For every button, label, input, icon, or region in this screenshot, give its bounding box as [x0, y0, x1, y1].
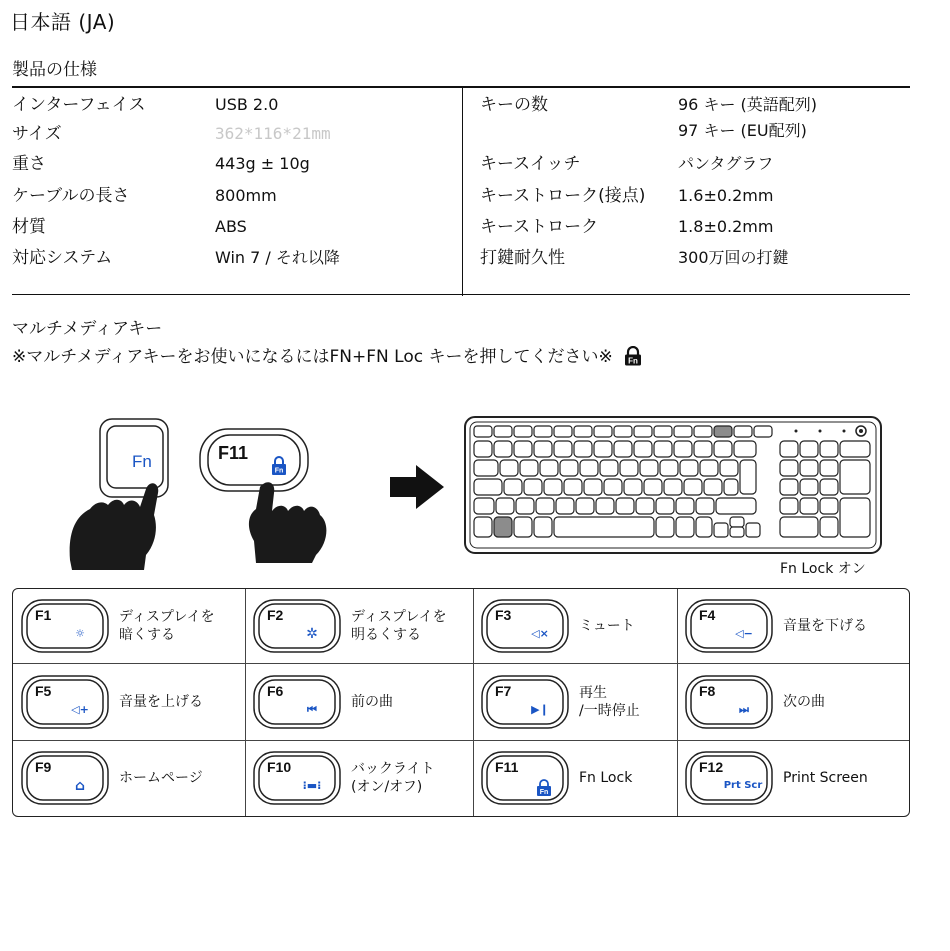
f4-key: [685, 599, 773, 653]
fkey-cell-f3: [481, 599, 635, 653]
spec-divider: [462, 88, 463, 296]
f7-key: [481, 675, 569, 729]
spec-label-material: 材質: [12, 217, 46, 237]
f11-key: [481, 751, 569, 805]
f5-key-label: F5: [35, 683, 52, 699]
fkey-cell-f6: [253, 675, 393, 729]
print-screen-icon: Prt Scr: [723, 780, 763, 791]
spec-value-interface: USB 2.0: [215, 95, 279, 114]
grid-divider: [13, 740, 909, 741]
f4-description: [783, 617, 867, 635]
fkey-cell-f7: [481, 675, 640, 729]
f5-description: [119, 693, 203, 711]
spec-top-rule: [12, 86, 910, 88]
spec-value-weight: 443g ± 10g: [215, 154, 310, 173]
f5-description-line: 音量を上げる: [119, 694, 203, 710]
spec-value-switch: パンタグラフ: [678, 154, 774, 173]
grid-divider: [473, 589, 474, 816]
spec-label-cable: ケーブルの長さ: [12, 186, 130, 206]
f10-key: [253, 751, 341, 805]
f8-description: [783, 693, 825, 711]
spec-label-switch: キースイッチ: [480, 154, 581, 174]
arrow-right-icon: [390, 465, 444, 509]
f6-key: [253, 675, 341, 729]
f12-key-label: F12: [699, 759, 724, 775]
f10-description-line: (オン/オフ): [351, 779, 423, 795]
backlight-icon: ⁝▬⁝: [302, 779, 322, 792]
f10-description: [351, 760, 435, 796]
fkey-cell-f4: [685, 599, 867, 653]
svg-text:Fn: Fn: [274, 467, 284, 475]
f3-description: [579, 617, 635, 635]
multimedia-note-text: ※マルチメディアキーをお使いになるにはFN+FN Loc キーを押してください※: [12, 347, 613, 367]
f5-key: [21, 675, 109, 729]
spec-value-cable: 800mm: [215, 186, 277, 205]
function-key-table: [12, 588, 910, 817]
f1-description-line: ディスプレイを: [119, 609, 215, 625]
spec-label-interface: インターフェイス: [12, 95, 146, 115]
spec-value-material: ABS: [215, 217, 247, 236]
svg-text:Fn: Fn: [628, 356, 639, 366]
previous-track-icon: ⏮: [307, 703, 317, 716]
spec-label-weight: 重さ: [12, 154, 46, 174]
fkey-cell-f8: [685, 675, 825, 729]
spec-value-stroke-contact: 1.6±0.2mm: [678, 186, 774, 205]
multimedia-title: マルチメディアキー: [12, 319, 163, 339]
f3-key: [481, 599, 569, 653]
spec-label-stroke: キーストローク: [480, 217, 599, 237]
f2-key: [253, 599, 341, 653]
f6-key-label: F6: [267, 683, 284, 699]
f12-description: [783, 769, 868, 787]
sun-dim-icon: ☼: [75, 627, 85, 640]
hand-icon: [249, 482, 326, 563]
play-pause-icon: ▶❙: [531, 703, 549, 716]
f1-description-line: 暗くする: [119, 627, 175, 643]
f11-key-label: F11: [218, 443, 249, 463]
f2-key-label: F2: [267, 607, 284, 623]
f9-key: [21, 751, 109, 805]
spec-value-durability: 300万回の打鍵: [678, 248, 789, 267]
next-track-icon: ⏭: [739, 703, 749, 716]
f1-description: [119, 608, 215, 644]
f9-key-label: F9: [35, 759, 52, 775]
grid-divider: [677, 589, 678, 816]
f3-description-line: ミュート: [579, 618, 635, 634]
f7-key-label: F7: [495, 683, 512, 699]
spec-label-keys: キーの数: [480, 95, 548, 115]
spec-value-stroke: 1.8±0.2mm: [678, 217, 774, 236]
volume-down-icon: ◁−: [735, 627, 753, 640]
mute-icon: ◁×: [531, 627, 549, 640]
spec-value-size: 362*116*21mm: [215, 124, 331, 143]
page-title: 日本語 (JA): [10, 10, 116, 34]
f7-description-line: 再生: [579, 685, 607, 701]
keyboard-illustration: [465, 417, 881, 553]
f10-description-line: バックライト: [351, 761, 435, 777]
f7-description: [579, 684, 640, 720]
volume-up-icon: ◁+: [71, 703, 89, 716]
spec-value-os: Win 7 / それ以降: [215, 248, 340, 267]
home-icon: ⌂: [74, 778, 86, 794]
spec-value-keys-eu: 97 キー (EU配列): [678, 121, 807, 140]
f2-description-line: ディスプレイを: [351, 609, 447, 625]
fkey-cell-f5: [21, 675, 203, 729]
grid-divider: [13, 663, 909, 664]
f2-description: [351, 608, 447, 644]
f11-key-illustration: [200, 429, 308, 491]
fn-key-label: Fn: [132, 452, 152, 471]
fkey-cell-f9: [21, 751, 203, 805]
f1-key: [21, 599, 109, 653]
fn-lock-status: Fn Lock オン: [780, 561, 866, 577]
fn-key-illustration: [100, 419, 168, 497]
f9-description-line: ホームページ: [119, 770, 203, 786]
fn-lock-icon: [624, 346, 642, 366]
f6-description-line: 前の曲: [351, 694, 393, 710]
fkey-cell-f11: [481, 751, 632, 805]
f3-key-label: F3: [495, 607, 512, 623]
spec-heading: 製品の仕様: [12, 60, 97, 80]
f10-key-label: F10: [267, 759, 292, 775]
spec-bottom-rule: [12, 294, 910, 295]
spec-label-durability: 打鍵耐久性: [480, 248, 565, 268]
f2-description-line: 明るくする: [351, 627, 421, 643]
spec-label-stroke-contact: キーストローク(接点): [480, 186, 646, 206]
fkey-cell-f10: [253, 751, 435, 805]
fkey-cell-f1: [21, 599, 215, 653]
grid-divider: [245, 589, 246, 816]
spec-value-keys-us: 96 キー (英語配列): [678, 95, 818, 114]
spec-label-size: サイズ: [12, 124, 62, 144]
f7-description-line: /一時停止: [579, 703, 640, 719]
f12-key: [685, 751, 773, 805]
fkey-cell-f12: [685, 751, 868, 805]
f1-key-label: F1: [35, 607, 52, 623]
f8-description-line: 次の曲: [783, 694, 825, 710]
fkey-cell-f2: [253, 599, 447, 653]
f4-key-label: F4: [699, 607, 716, 623]
f12-description-line: Print Screen: [783, 770, 868, 786]
f4-description-line: 音量を下げる: [783, 618, 867, 634]
f11-description-line: Fn Lock: [579, 770, 633, 786]
f8-key-label: F8: [699, 683, 716, 699]
spec-label-os: 対応システム: [12, 248, 113, 268]
f9-description: [119, 769, 203, 787]
multimedia-note: [12, 342, 642, 367]
f6-description: [351, 693, 393, 711]
sun-bright-icon: ✲: [306, 626, 318, 642]
fn-lock-illustration: [60, 405, 900, 580]
f11-key-label: F11: [495, 759, 519, 775]
f8-key: [685, 675, 773, 729]
f11-description: [579, 769, 632, 787]
svg-text:Fn: Fn: [539, 789, 549, 796]
